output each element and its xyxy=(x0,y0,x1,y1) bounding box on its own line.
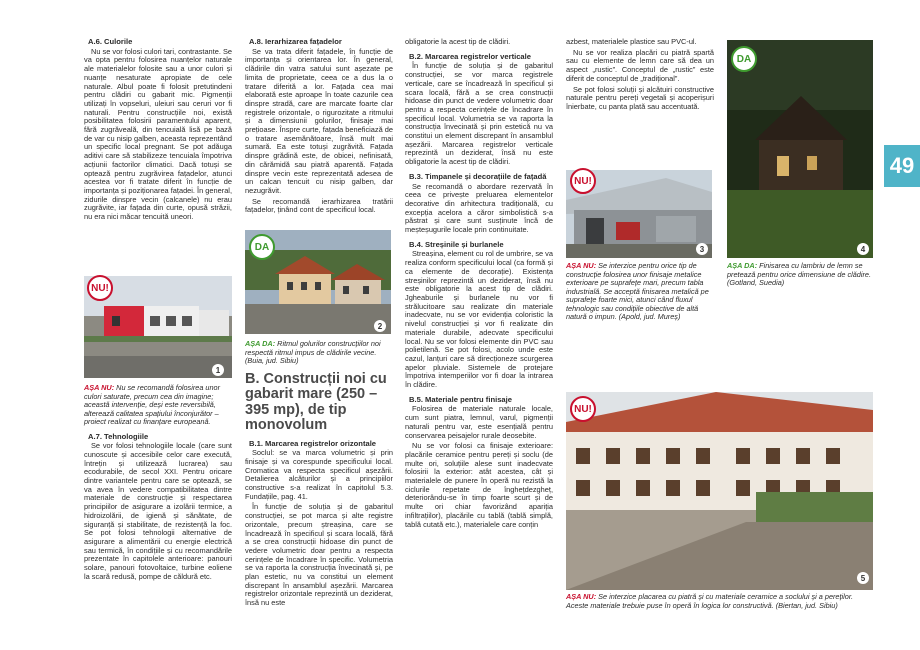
caption-label: AȘA DA: xyxy=(727,261,758,270)
heading-b2: B.2. Marcarea registrelor verticale xyxy=(409,51,531,61)
paragraph: Se pot folosi soluții și alcătuiri constructive naturale pentru pereți vegetali și acoperișuri înierbate, cu panta plată sau accentuată. xyxy=(566,84,714,111)
paragraph: Nu se vor folosi ca finisaje exterioare: placările ceramice pentru pereți și soclu (de multe ori, soluțiile alese sunt inadecvate folosirii la exterior: atât acestea, cât și materialele de punere în operă nu rezistă la ciclurile repetate de înghețdezgheț, deteriorându-se în timp foarte scurt și de multe ori chiar favorizând apariția infiltrațiilor), placările cu tablă (tablă simplă, tablă cutată etc.), materialele care conțin xyxy=(405,441,553,529)
heading-b1: B.1. Marcarea registrelor orizontale xyxy=(249,438,377,448)
caption-label: AȘA NU: xyxy=(84,383,115,392)
caption-text: Se interzice placarea cu piatră și cu materiale ceramice a soclului și a pereților. Aceste materiale trebuie puse în operă în logica lor constructivă. (Biertan, jud. Sibiu) xyxy=(566,592,853,610)
paragraph: În funcție de soluția și de gabaritul construcției, se pot marca și alte registre orizontale, precum ștreașina, care se încadrează în specificul și scara locală, fără a se crea construcții hidoase din punct de vedere volumetric doar pentru a respecta cerințele de încadrare în specific. Volumetria se va raporta la construcția învecinată și, pe plan estetic, nu va constitui un element discrepant în ansamblul așezării. Marcarea registrelor orizontale reprezintă un deziderat, însă nu este xyxy=(245,502,393,608)
heading-b3: B.3. Timpanele și decorațiile de fațadă xyxy=(409,171,547,181)
paragraph: Se va trata diferit fațadele, în funcție de importanța și orientarea lor. În general, clădirile din vatra satului sunt așezate pe limita de proprietate, ceea ce a dus la o tratare diferită a lor. Fațada cea mai elaborată este aproape în toate cazurile cea dinspre stradă, care are marcate foarte clar registrele orizontale, o rigurozitate a ritmului și a dimensiunii golurilor, finisaje mai prețioase. Înspre curte, fațada beneficiază de o tratare asemănătoare, însă mult mai sumară. Ea este totuși zugrăvită. Fațada dinspre grădină este, de obicei, nefinisată, din cărămidă sau piatră aparentă. Fațada dinspre vecin este reprezentată adesea de un calcan tencuit cu nisip galben, dar nezugrăvit. xyxy=(245,46,393,195)
column-2-lower xyxy=(245,340,393,610)
bottom-caption xyxy=(566,593,873,610)
caption-1 xyxy=(84,384,232,427)
photo-number: 5 xyxy=(857,572,869,584)
heading-a8: A.8. Ierarhizarea fațadelor xyxy=(249,37,342,46)
paragraph: obligatorie la acest tip de clădiri. xyxy=(405,37,511,46)
paragraph: Streașina, element cu rol de umbrire, se va realiza conform specificului local (ca formă și ca elemente de decorație). Existența streșinilor reprezintă un deziderat, însă nu este obligatorie la acest tip de clădiri. Jgheaburile și burlanele nu vor fi strălucitoare sau realizate din materiale inadecvate, nu se vor evidenția coloristic la nivelul construcției și vor fi realizate din materiale durabile, adecvate specificului local. Nu se vor folosi elemente din PVC sau polietilenă. Se pot folosi, acolo unde este cazul, lanțuri care să direcționeze scurgerea apelor pluviale. Sistemele de protejare împotriva intemperiilor vor fi doar la intrarea în clădire. xyxy=(405,249,553,390)
nu-badge: NU! xyxy=(570,168,596,194)
photo-5-stone-clad-building xyxy=(566,392,873,590)
photo-number: 1 xyxy=(212,364,224,376)
heading-b4: B.4. Streșinile și burlanele xyxy=(409,239,504,249)
caption-text: Se interzice pentru orice tip de construcție folosirea unor finisaje metalice exterioare pe suprafețe mari, precum tabla industrială. Se acceptă finisarea metalică pe suprafețe foarte mici, atunci când fluxul tehnologic sau condițiile obiective de altă natură o impun. (Apold, jud. Mureș) xyxy=(566,261,709,321)
caption-5 xyxy=(566,593,873,610)
caption-text: Ritmul golurilor construcțiilor noi respectă ritmul impus de clădirile vecine. (Buia, jud. Sibiu) xyxy=(245,339,381,365)
column-5-caption xyxy=(727,262,875,288)
photo-4-wooden-house xyxy=(727,40,873,258)
photo-number: 3 xyxy=(696,243,708,255)
column-4 xyxy=(566,38,714,114)
photo-number: 4 xyxy=(857,243,869,255)
caption-2 xyxy=(245,340,393,366)
column-1 xyxy=(84,38,232,224)
da-badge: DA xyxy=(731,46,757,72)
column-1-lower xyxy=(84,384,232,583)
paragraph: Soclul: se va marca volumetric și prin finisaje și va corespunde specificului local. Cromatica va respecta specificul așezării. Detalierea alcăturilor și a principiilor constructive s-a realizat în capitolul 5.3. Fundațiile, pag. 41. xyxy=(245,448,393,501)
da-badge: DA xyxy=(249,234,275,260)
paragraph: Se vor folosi tehnologiile locale (care sunt cunoscute și accesibile celor care execută, întrețin și utilizează lucrarea) sau ecodurabile, de secol XXI. Pentru oricare dintre variantele pentru care se optează, se va avea în vedere compatibilitatea dintre materiale de construcție și respectarea principiilor de asigurare a izolării termice, a hidroizolării, de igienă și sănătate, de siguranță și stabilitate, de rezistență la foc. Se pot folosi tehnologii alternative de asigurare a alimentării cu energie electrică sau termică, în condițiile și cu recomandările prezentate în capitolele anterioare: panouri solare, panouri fotovoltaice, turbine eoliene la scară redusă, pompe de căldură etc. xyxy=(84,441,232,581)
caption-text: Nu se recomandă folosirea unor culori saturate, precum cea din imagine; această intervenție, deși este reversibilă, alterează calitatea spațiului înconjurător – proiect realizat cu finanțare europeană. xyxy=(84,383,221,426)
nu-badge: NU! xyxy=(87,275,113,301)
paragraph: Nu se vor folosi culori tari, contrastante. Se va opta pentru folosirea nuanțelor naturale ale materialelor folosite sau a unor culori și nuanțe nesaturate apropiate de cele naturale. Albul poate fi folosit pretutindeni pentru clădiri cu gabarit mic. Pigmenții utilizați în vopseluri, uleiuri sau ceruri vor fi naturali. Pentru construcțiile noi, există posibilitatea folosirii paramentului aparent, fără zugrăveală, din tencuială lisă pe bază de var cu nisip galben, aceasta reprezentând un specific local pregnant. Se pot adăuga aditivi care să stabilizeze tencuiala împotriva acțiunii factorilor climatici. Dacă totuși se optează pentru zugrăvirea fațadelor, atunci acestea vor fi tratate diferit în funcție de importanța și poziționarea fațadei. În general, zidurile dinspre vecin (calcanele) nu erau zugrăvite, iar fațada din curte, opusă străzii, nu era nici măcar tencuită uneori. xyxy=(84,46,232,222)
paragraph: Nu se vor realiza placări cu piatră spartă sau cu elemente de lemn care să dea un aspect „rustic”. Conceptul de „rustic” este diferit de conceptul de „tradițional”. xyxy=(566,47,714,83)
nu-badge: NU! xyxy=(570,396,596,422)
column-3 xyxy=(405,38,553,531)
paragraph: azbest, materialele plastice sau PVC-ul. xyxy=(566,37,697,46)
section-heading-b: B. Construcții noi cu gabarit mare (250 – 395 mp), de tip monovolum xyxy=(245,370,387,433)
caption-label: AȘA DA: xyxy=(245,339,276,348)
paragraph: Se recomandă ierarhizarea tratării fațadelor, ținând cont de specificul local. xyxy=(245,196,393,215)
page-number-tab: 49 xyxy=(884,145,920,187)
caption-3 xyxy=(566,262,714,322)
column-2 xyxy=(245,38,393,217)
paragraph: În funcție de soluția și de gabaritul construcției, se vor marca registrele verticale, care se încadrează în specificul și scara locală, fără a se crea construcții hidoase din punct de vedere volumetric doar pentru a respecta cerințele de încadrare în specificul local. Volumetria se va raporta la construcția învecinată și prin estetică nu va constitui un element discrepant în ansamblul așezării. Marcarea registrelor verticale reprezintă un deziderat, însă nu este obligatorie la acest tip de clădiri. xyxy=(405,61,553,167)
photo-number: 2 xyxy=(374,320,386,332)
heading-a7: A.7. Tehnologiile xyxy=(88,431,149,441)
caption-label: AȘA NU: xyxy=(566,592,597,601)
caption-label: AȘA NU: xyxy=(566,261,597,270)
heading-a6: A.6. Culorile xyxy=(88,37,133,46)
paragraph: Se recomandă o abordare rezervată în ceea ce privește preluarea elementelor decorative din arhitectura tradițională, cu excepția acelora a căror simbolistică s-a păstrat și care sunt susținute încă de meșteșugurile locale prin continuitate. xyxy=(405,181,553,235)
caption-text: Finisarea cu lambriu de lemn se pretează pentru orice dimensiune de clădire. (Gotland, Suedia) xyxy=(727,261,871,287)
column-4-caption xyxy=(566,262,714,322)
paragraph: Folosirea de materiale naturale locale, cum sunt piatra, lemnul, varul, pigmenții naturali pentru var, este esențială pentru conservarea peisajelor rurale deosebite. xyxy=(405,404,553,440)
caption-4 xyxy=(727,262,875,288)
heading-b5: B.5. Materiale pentru finisaje xyxy=(409,394,512,404)
